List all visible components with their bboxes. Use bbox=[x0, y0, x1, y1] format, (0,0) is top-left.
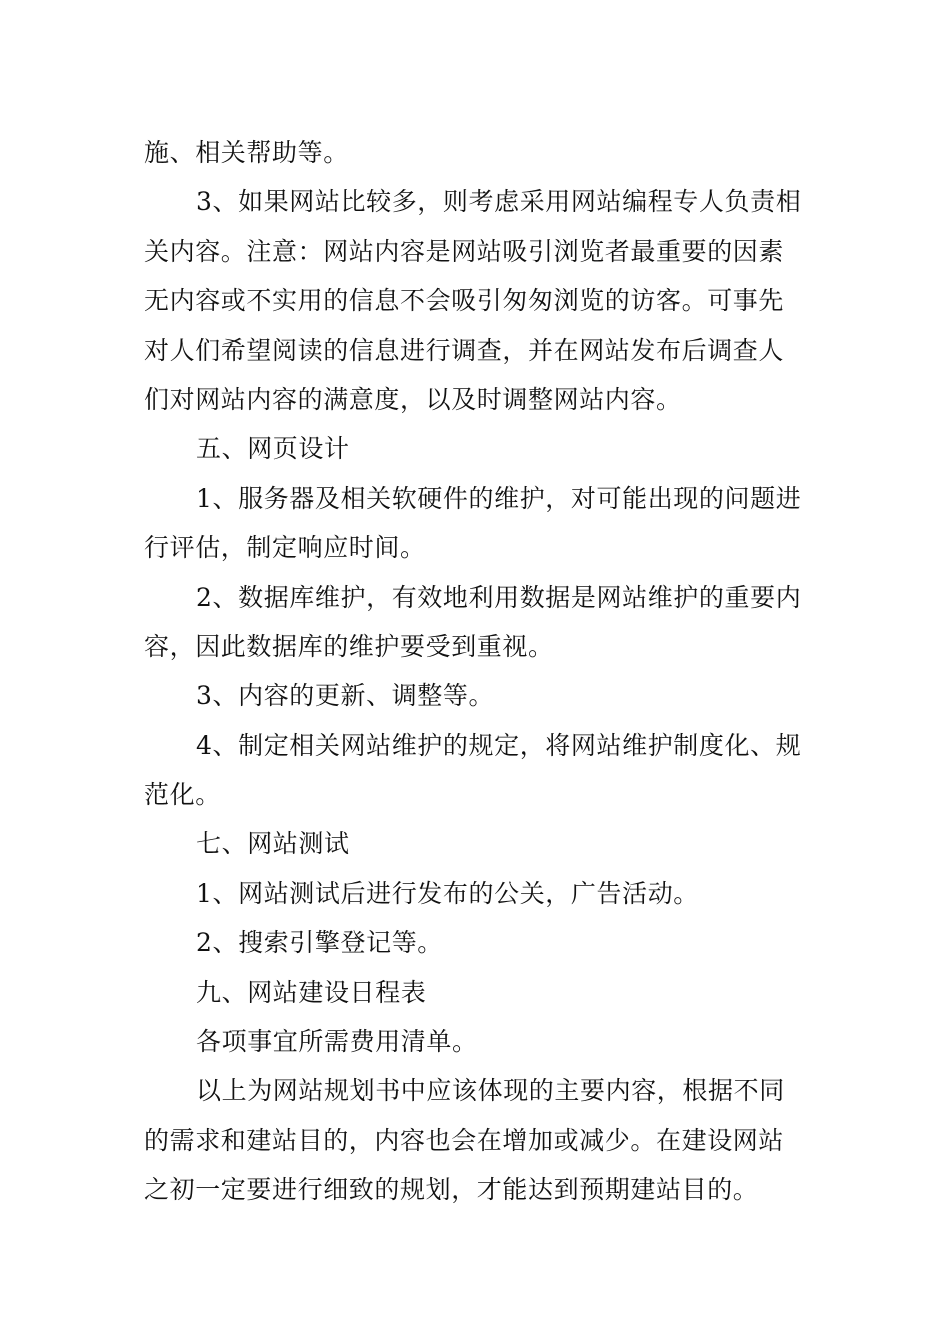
text-line: 施、相关帮助等。 bbox=[144, 138, 349, 167]
text-line: 范化。 bbox=[144, 780, 221, 810]
text-line: 无内容或不实用的信息不会吸引匆匆浏览的访客。可事先 bbox=[144, 286, 785, 316]
text-line: 关内容。注意：网站内容是网站吸引浏览者最重要的因素 bbox=[144, 236, 785, 266]
text-line: 3、内容的更新、调整等。 bbox=[196, 681, 495, 711]
text-line: 行评估，制定响应时间。 bbox=[144, 533, 426, 563]
text-line: 2、数据库维护，有效地利用数据是网站维护的重要内 bbox=[196, 582, 802, 612]
section-heading: 九、网站建设日程表 bbox=[196, 977, 427, 1007]
text-line: 容，因此数据库的维护要受到重视。 bbox=[144, 631, 554, 661]
text-line: 们对网站内容的满意度，以及时调整网站内容。 bbox=[144, 384, 682, 414]
text-line: 以上为网站规划书中应该体现的主要内容，根据不同 bbox=[196, 1076, 785, 1106]
text-line: 各项事宜所需费用清单。 bbox=[196, 1027, 478, 1057]
section-heading: 七、网站测试 bbox=[196, 829, 350, 859]
text-line: 的需求和建站目的，内容也会在增加或减少。在建设网站 bbox=[144, 1125, 785, 1155]
text-line: 1、网站测试后进行发布的公关，广告活动。 bbox=[196, 878, 699, 908]
text-line: 1、服务器及相关软硬件的维护，对可能出现的问题进 bbox=[196, 483, 802, 513]
text-line: 3、如果网站比较多，则考虑采用网站编程专人负责相 bbox=[196, 187, 802, 217]
section-heading: 五、网页设计 bbox=[196, 434, 350, 464]
document-body bbox=[144, 128, 806, 1215]
text-line: 之初一定要进行细致的规划，才能达到预期建站目的。 bbox=[144, 1175, 759, 1205]
text-line: 2、搜索引擎登记等。 bbox=[196, 928, 443, 958]
text-line: 4、制定相关网站维护的规定，将网站维护制度化、规 bbox=[196, 730, 802, 760]
text-line: 对人们希望阅读的信息进行调查，并在网站发布后调查人 bbox=[144, 335, 785, 365]
